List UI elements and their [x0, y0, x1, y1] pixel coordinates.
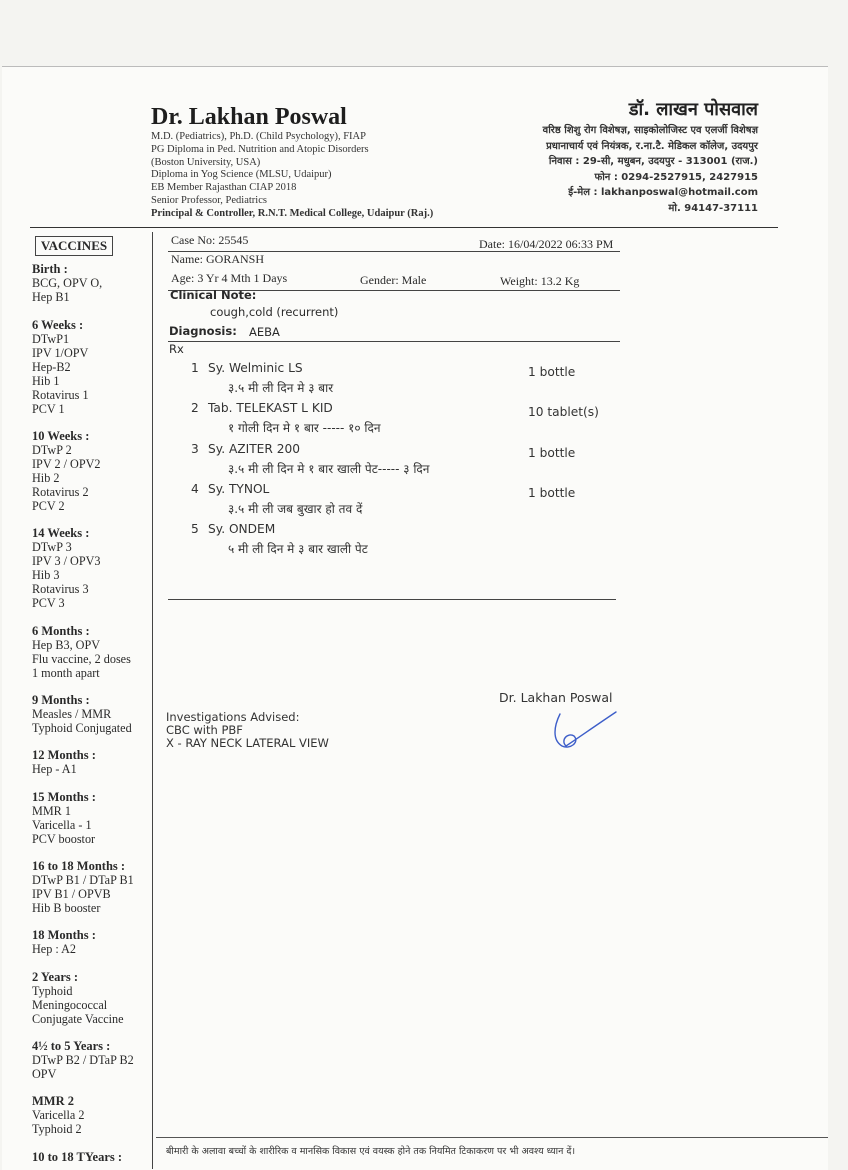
- vaccine-group-heading: 12 Months :: [32, 748, 96, 762]
- vaccine-item: Hep B3, OPV: [32, 638, 101, 652]
- vaccine-group: [32, 748, 152, 776]
- investigations: [166, 711, 329, 750]
- vaccine-item: Meningococcal: [32, 998, 108, 1012]
- vaccine-group: [32, 318, 152, 416]
- divider: [168, 341, 620, 342]
- vaccine-group-heading: 16 to 18 Months :: [32, 859, 126, 873]
- vaccine-item: IPV 1/OPV: [32, 346, 89, 360]
- vaccine-group: [32, 693, 152, 735]
- qualification-line: Diploma in Yog Science (MLSU, Udaipur): [151, 169, 332, 181]
- hi-line: निवास : 29-सी, मधुबन, उदयपुर - 313001 (राज.): [548, 156, 758, 167]
- vaccine-item: Hep-B2: [32, 360, 71, 374]
- patient-gender: Gender: Male: [360, 273, 427, 287]
- vaccine-group-heading: 18 Months :: [32, 928, 96, 942]
- vaccine-item: Hib 2: [32, 471, 60, 485]
- vaccine-item: PCV boostor: [32, 832, 96, 846]
- medicine-label: Tab. TELEKAST L KID: [208, 401, 333, 415]
- medicine-number: 2: [191, 401, 199, 415]
- vaccine-item: Measles / MMR: [32, 707, 112, 721]
- vaccine-item: Typhoid Conjugated: [32, 721, 132, 735]
- footer-note: बीमारी के अलावा बच्चों के शारीरिक व मानसिक विकास एवं वयस्क होने तक नियमित टिकाकरण पर भी अवश्य ध्यान दें।: [166, 1146, 576, 1157]
- vaccine-item: Rotavirus 3: [32, 582, 89, 596]
- doctor-position: Principal & Controller, R.N.T. Medical College, Udaipur (Raj.): [151, 207, 434, 219]
- vaccine-group: [32, 928, 152, 956]
- vaccine-item: Typhoid: [32, 984, 73, 998]
- footer-divider: [156, 1137, 828, 1138]
- visit-date: Date: 16/04/2022 06:33 PM: [479, 237, 614, 251]
- medicine-number: 4: [191, 482, 199, 496]
- investigation-item: CBC with PBF: [166, 723, 243, 737]
- vaccine-item: Varicella 2: [32, 1108, 85, 1122]
- doctor-header-en: [151, 103, 511, 221]
- medicine-label: Sy. AZITER 200: [208, 442, 300, 456]
- vaccine-group: [32, 624, 152, 680]
- vaccine-item: Hib 1: [32, 374, 60, 388]
- vaccine-item: IPV B1 / OPVB: [32, 887, 111, 901]
- vaccine-item: Hib 3: [32, 568, 60, 582]
- vaccine-item: IPV 2 / OPV2: [32, 457, 101, 471]
- medicine-quantity: 1 bottle: [528, 365, 576, 379]
- vaccine-item: Hep - A1: [32, 762, 77, 776]
- hi-line: मो. 94147-37111: [668, 202, 758, 214]
- doctor-header-hi: [543, 97, 758, 216]
- vaccine-group-heading: 6 Months :: [32, 624, 90, 638]
- vaccine-group: [32, 429, 152, 513]
- vaccine-group: [32, 790, 152, 846]
- qualification-line: EB Member Rajasthan CIAP 2018: [151, 182, 297, 194]
- vaccine-item: PCV 3: [32, 596, 65, 610]
- vaccine-group-heading: Birth :: [32, 262, 68, 276]
- medicine-label: Sy. TYNOL: [208, 482, 270, 496]
- medicine-directions: १ गोली दिन मे १ बार ----- १० दिन: [228, 421, 381, 435]
- vaccine-group-heading: 14 Weeks :: [32, 526, 90, 540]
- vaccine-item: Hib B booster: [32, 901, 101, 915]
- vaccine-item: Rotavirus 2: [32, 485, 89, 499]
- vaccine-group-heading: 10 Weeks :: [32, 429, 90, 443]
- investigations-label: Investigations Advised:: [166, 710, 300, 724]
- diagnosis-label: Diagnosis:: [169, 324, 237, 338]
- vaccine-group-heading: 2 Years :: [32, 970, 79, 984]
- medicine-name: [191, 442, 300, 456]
- medicine-directions: ३.५ मी ली दिन मे १ बार खाली पेट----- ३ दिन: [228, 462, 430, 476]
- vaccine-item: DTwP1: [32, 332, 70, 346]
- medicine-name: [191, 482, 269, 496]
- signature-scribble: [550, 706, 620, 752]
- medicine-label: Sy. Welminic LS: [208, 361, 303, 375]
- vaccine-item: MMR 1: [32, 804, 71, 818]
- vaccine-item: 1 month apart: [32, 666, 100, 680]
- vaccine-group: [32, 859, 152, 915]
- investigation-item: X - RAY NECK LATERAL VIEW: [166, 736, 329, 750]
- vaccine-group-heading: MMR 2: [32, 1094, 74, 1108]
- medicine-number: 5: [191, 522, 199, 536]
- medicine-quantity: 1 bottle: [528, 486, 576, 500]
- vaccine-item: Conjugate Vaccine: [32, 1012, 124, 1026]
- patient-name: Name: GORANSH: [171, 252, 264, 266]
- vaccine-group-heading: 15 Months :: [32, 790, 96, 804]
- vaccine-group-heading: 10 to 18 TYears :: [32, 1150, 123, 1164]
- medicine-name: [191, 361, 303, 375]
- vaccine-item: DTwP B2 / DTaP B2: [32, 1053, 134, 1067]
- vaccine-item: DTwP B1 / DTaP B1: [32, 873, 134, 887]
- clinical-note-label: Clinical Note:: [170, 288, 257, 302]
- qualification-line: Senior Professor, Pediatrics: [151, 194, 267, 206]
- medicine-directions: ३.५ मी ली जब बुखार हो तव दें: [228, 502, 363, 516]
- vaccine-item: PCV 1: [32, 402, 65, 416]
- medicine-name: [191, 401, 333, 415]
- vaccine-item: BCG, OPV O,: [32, 276, 103, 290]
- hi-line: फोन : 0294-2527915, 2427915: [594, 171, 758, 183]
- vaccine-item: DTwP 3: [32, 540, 72, 554]
- medicine-directions: ५ मी ली दिन मे ३ बार खाली पेट: [228, 542, 368, 556]
- vaccine-item: Typhoid 2: [32, 1122, 82, 1136]
- medicine-name: [191, 522, 275, 536]
- vaccine-group: [32, 970, 152, 1026]
- case-number: Case No: 25545: [171, 233, 249, 247]
- vaccine-item: Rotavirus 1: [32, 388, 89, 402]
- clinical-note: cough,cold (recurrent): [210, 305, 339, 319]
- vaccine-item: Flu vaccine, 2 doses: [32, 652, 131, 666]
- divider: [168, 599, 616, 600]
- qualification-line: PG Diploma in Ped. Nutrition and Atopic Disorders: [151, 143, 369, 155]
- vaccine-group-heading: 9 Months :: [32, 693, 90, 707]
- vaccine-group: [32, 1039, 152, 1081]
- vaccine-group: [32, 1150, 152, 1164]
- header-divider: [30, 227, 778, 228]
- hi-line: ई-मेल : lakhanposwal@hotmail.com: [568, 187, 758, 198]
- vaccine-item: Hep : A2: [32, 942, 77, 956]
- vaccine-item: IPV 3 / OPV3: [32, 554, 101, 568]
- medicine-label: Sy. ONDEM: [208, 522, 276, 536]
- qualification-line: M.D. (Pediatrics), Ph.D. (Child Psychology), FIAP: [151, 131, 366, 142]
- signature-name: Dr. Lakhan Poswal: [499, 690, 613, 705]
- qualification-line: (Boston University, USA): [151, 156, 261, 168]
- medicine-number: 1: [191, 361, 199, 375]
- hi-line: प्रधानाचार्य एवं नियंत्रक, र.ना.टै. मेडिकल कॉलेज, उदयपुर: [546, 140, 758, 152]
- hi-line: वरिष्ठ शिशु रोग विशेषज्ञ, साइकोलोजिस्ट एव एलर्जी विशेषज्ञ: [542, 125, 758, 136]
- medicine-directions: ३.५ मी ली दिन मे ३ बार: [228, 381, 334, 395]
- vaccine-item: OPV: [32, 1067, 57, 1081]
- vaccine-group: [32, 526, 152, 610]
- medicine-quantity: 1 bottle: [528, 446, 576, 460]
- diagnosis-value: AEBA: [249, 325, 280, 339]
- vaccine-item: PCV 2: [32, 499, 65, 513]
- doctor-name-hi: डॉ. लाखन पोसवाल: [628, 99, 758, 120]
- medicine-number: 3: [191, 442, 199, 456]
- vaccine-group: [32, 262, 152, 304]
- rx-symbol: Rx: [169, 342, 184, 356]
- vaccine-group-heading: 6 Weeks :: [32, 318, 84, 332]
- vaccine-group-heading: 4½ to 5 Years :: [32, 1039, 111, 1053]
- patient-weight: Weight: 13.2 Kg: [500, 274, 580, 288]
- medicine-quantity: 10 tablet(s): [528, 405, 599, 419]
- vaccine-item: Hep B1: [32, 290, 70, 304]
- vaccines-title: VACCINES: [35, 236, 113, 256]
- vaccine-group: [32, 1094, 152, 1136]
- vaccine-item: Varicella - 1: [32, 818, 92, 832]
- vaccine-item: DTwP 2: [32, 443, 72, 457]
- doctor-name-en: Dr. Lakhan Poswal: [151, 104, 347, 130]
- patient-age: Age: 3 Yr 4 Mth 1 Days: [171, 271, 288, 285]
